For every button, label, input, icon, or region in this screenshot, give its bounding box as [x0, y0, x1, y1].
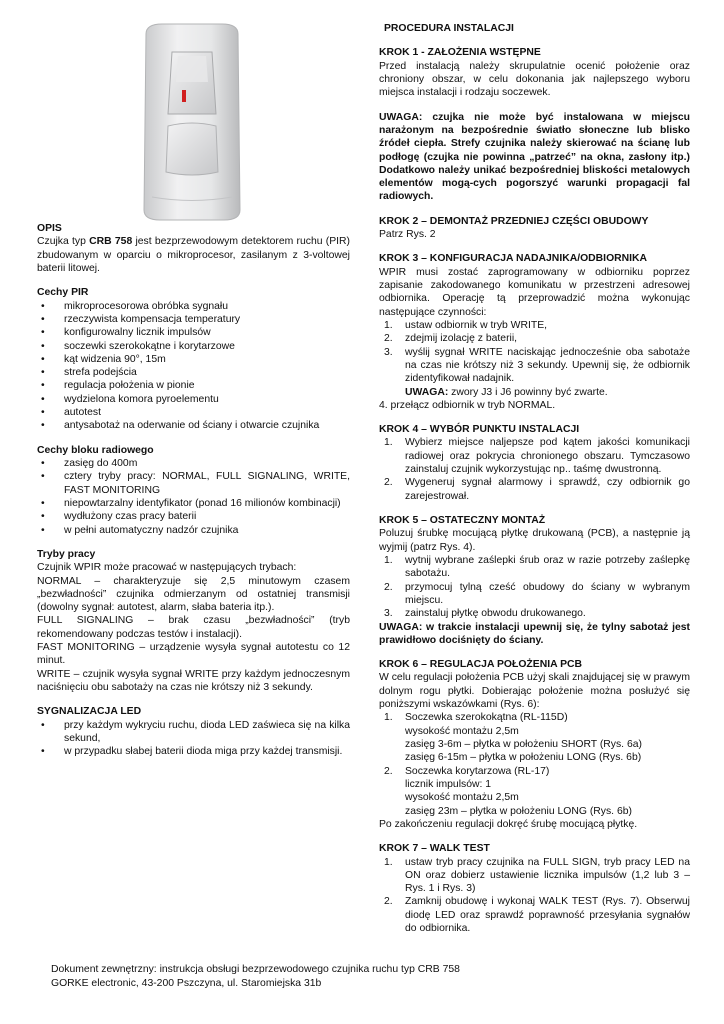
- step6-list: [379, 711, 690, 818]
- list-item: • w pełni automatyczny nadzór czujnika: [37, 524, 350, 537]
- sub-line: zasięg 23m – płytka w położeniu LONG (Rys. 6b): [405, 805, 632, 817]
- numbered-item: [379, 711, 690, 764]
- sub-line: wysokość montażu 2,5m: [405, 725, 519, 737]
- numbered-item: [379, 346, 690, 386]
- pir-feature-list: [37, 300, 350, 433]
- list-item: • soczewki szerokokątne i korytarzowe: [37, 340, 350, 353]
- step3-item4: 4. przełącz odbiornik w tryb NORMAL.: [379, 399, 556, 411]
- step1-text: Przed instalacją należy skrupulatnie ocenić położenie oraz chroniony obszar, w celu dokonania jak najlepszego wyboru miejsca instalacji i rodzaju soczewek.: [379, 60, 690, 99]
- list-item: • wydzielona komora pyroelementu: [37, 393, 350, 406]
- step3-title: KROK 3 – KONFIGURACJA NADAJNIKA/ODBIORNIKA: [379, 253, 648, 265]
- mode-line: Czujnik WPIR może pracować w następujących trybach:: [37, 562, 297, 574]
- list-item: • autotest: [37, 406, 350, 419]
- section-heading-opis: OPIS: [37, 223, 62, 234]
- step4-title: KROK 4 – WYBÓR PUNKTU INSTALACJI: [379, 424, 580, 436]
- section-heading-led: SYGNALIZACJA LED: [37, 706, 142, 718]
- item-text: Soczewka szerokokątna (RL-115D): [405, 712, 568, 724]
- left-column: [37, 222, 350, 759]
- item-text: zainstaluj płytkę obwodu drukowanego.: [405, 608, 586, 620]
- mode-line: FULL SIGNALING – brak czasu „bezwładności” (tryb rekomendowany podczas testów i instalacji).: [37, 615, 350, 640]
- item-number: 1.: [384, 437, 393, 449]
- step5-title: KROK 5 – OSTATECZNY MONTAŻ: [379, 515, 546, 526]
- item-number: 1.: [384, 319, 393, 331]
- step7-title: KROK 7 – WALK TEST: [379, 843, 490, 855]
- intro-paragraph: Czujka typ CRB 758 jest bezprzewodowym detektorem ruchu (PIR) zbudowanym w oparciu o mikroprocesor, zasilanym z 3-voltowej baterii litowej.: [37, 236, 350, 274]
- list-item: • antysabotaż na oderwanie od ściany i otwarcie czujnika: [37, 419, 350, 432]
- list-item: • niepowtarzalny identyfikator (ponad 16 milionów kombinacji): [37, 497, 350, 510]
- step6-text: W celu regulacji położenia PCB użyj skali znajdującej się w prawym dolnym rogu płytki. Dobierając położenie można posłużyć się poniższymi wskazówkami (Rys. 6):: [379, 672, 690, 711]
- mode-line: NORMAL – charakteryzuje się 2,5 minutowym czasem „bezwładności” czujnika odmierzanym od ostatniej transmisji (dowolny sygnał: autotest, alarm, słaba bateria itp.).: [37, 575, 350, 614]
- right-column: [379, 22, 690, 935]
- step3-text: WPIR musi zostać zaprogramowany w odbiorniku poprzez zapisanie zakodowanego komunikatu w przestrzeni adresowej odbiornika. Operację tą przeprowadzić można wykonując następujące czynności:: [379, 266, 690, 318]
- numbered-item: [379, 332, 690, 345]
- item-number: 2.: [384, 581, 393, 593]
- led-indicator: [182, 90, 186, 102]
- section-heading-cechy-radio: Cechy bloku radiowego: [37, 444, 154, 456]
- item-text: ustaw tryb pracy czujnika na FULL SIGN, tryb pracy LED na ON oraz dobierz ustawienie licznika impulsów (1,2 lub 3 – Rys. 1 i Rys. 3): [405, 856, 690, 895]
- item-number: 1.: [384, 856, 393, 868]
- section-heading-cechy-pir: Cechy PIR: [37, 287, 89, 299]
- mode-line: FAST MONITORING – urządzenie wysyła sygnał autotestu co 12 minut.: [37, 642, 350, 667]
- item-text: Wybierz miejsce naljepsze pod kątem jakości komunikacji radiowej oraz pokrycia chronionego obszaru. Tymczasowo zainstaluj czujnik wykorzystując np.. taśmę dwustronną.: [405, 437, 690, 476]
- item-number: 2.: [384, 333, 393, 345]
- numbered-item: [379, 476, 690, 503]
- step1-title: KROK 1 - ZAŁOŻENIA WSTĘPNE: [379, 47, 541, 59]
- item-number: 3.: [384, 608, 393, 620]
- numbered-item: [379, 765, 690, 818]
- item-text: zdejmij izolację z baterii,: [405, 333, 518, 345]
- numbered-item: [379, 856, 690, 896]
- numbered-item: [379, 554, 690, 581]
- led-list: [37, 719, 350, 759]
- list-item: • przy każdym wykryciu ruchu, dioda LED zaświeca się na kilka sekund,: [37, 719, 350, 746]
- mode-line: WRITE – czujnik wysyła sygnał WRITE przy każdym jednoczesnym naciśnięciu obu sabotaży na czas nie krótszy niż 3 sekundy.: [37, 668, 350, 693]
- item-text: przymocuj tylną cześć obudowy do ściany w wybranym miejscu.: [405, 581, 690, 606]
- item-text: ustaw odbiornik w tryb WRITE,: [405, 319, 548, 331]
- section-heading-tryby: Tryby pracy: [37, 548, 96, 560]
- step3-list: [379, 319, 690, 386]
- item-number: 2.: [384, 896, 393, 908]
- list-item: • regulacja położenia w pionie: [37, 379, 350, 392]
- sub-line: zasięg 6-15m – płytka w położeniu LONG (Rys. 6b): [405, 752, 642, 764]
- numbered-item: [379, 436, 690, 476]
- item-text: Zamknij obudowę i wykonaj WALK TEST (Rys. 7). Obserwuj diodę LED oraz sprawdź poprawność przesyłania sygnałów do odbiornika.: [405, 896, 690, 935]
- item-text: Wygeneruj sygnał alarmowy i sprawdź, czy odbiornik go zarejestrował.: [405, 477, 690, 502]
- footer-line-1: Dokument zewnętrzny: instrukcja obsługi bezprzewodowego czujnika ruchu typ CRB 758: [51, 964, 460, 975]
- sub-line: licznik impulsów: 1: [405, 778, 492, 790]
- numbered-item: [379, 607, 690, 620]
- step5-list: [379, 554, 690, 621]
- numbered-item: [379, 895, 690, 935]
- step6-end: Po zakończeniu regulacji dokręć śrubę mocującą płytkę.: [379, 818, 638, 830]
- item-number: 2.: [384, 477, 393, 489]
- step7-list: [379, 856, 690, 936]
- radio-feature-list: [37, 457, 350, 537]
- step4-list: [379, 436, 690, 503]
- item-number: 1.: [384, 554, 393, 566]
- item-text: Soczewka korytarzowa (RL-17): [405, 765, 550, 777]
- step2-title: KROK 2 – DEMONTAŻ PRZEDNIEJ CZĘŚCI OBUDOWY: [379, 215, 649, 227]
- list-item: • strefa podejścia: [37, 366, 350, 379]
- pir-detector-image: [132, 22, 252, 222]
- step6-title: KROK 6 – REGULACJA POŁOŻENIA PCB: [379, 659, 583, 671]
- step2-text: Patrz Rys. 2: [379, 229, 436, 241]
- numbered-item: [379, 319, 690, 332]
- footer: [51, 963, 691, 990]
- step1-warning: UWAGA: czujka nie może być instalowana w miejscu narażonym na bezpośrednie światło słoneczne lub blisko źródeł ciepła. Strefy czujnika należy skierować na ścianę lub podłogę (czujka nie powinna „patrzeć” na okna, zasłony itp.) Dodatkowo należy unikać bezpośredniej bliskości metalowych elementów mogą-cych pogorszyć warunki propagacji fal radiowych.: [379, 111, 690, 203]
- list-item: • konfigurowalny licznik impulsów: [37, 326, 350, 339]
- item-number: 3.: [384, 346, 393, 358]
- item-text: wyślij sygnał WRITE naciskając jednocześnie oba sabotaże na czas nie krótszy niż 3 sekundy. Upewnij się, że odbiornik zidentyfikował nadajnik.: [405, 346, 690, 385]
- step5-warning: UWAGA: w trakcie instalacji upewnij się, że tylny sabotaż jest prawidłowo dociśnięty do ściany.: [379, 621, 690, 646]
- list-item: • zasięg do 400m: [37, 457, 350, 470]
- list-item: • w przypadku słabej baterii dioda miga przy każdej transmisji.: [37, 745, 350, 758]
- numbered-item: [379, 581, 690, 608]
- sub-line: wysokość montażu 2,5m: [405, 792, 519, 804]
- list-item: • wydłużony czas pracy baterii: [37, 510, 350, 523]
- item-number: 2.: [384, 765, 393, 777]
- item-text: wytnij wybrane zaślepki śrub oraz w razie potrzeby zaślepkę sabotażu.: [405, 554, 690, 580]
- step5-text: Poluzuj śrubkę mocującą płytkę drukowaną (PCB), a następnie ją wyjmij (patrz Rys. 4).: [379, 528, 690, 553]
- list-item: • cztery tryby pracy: NORMAL, FULL SIGNALING, WRITE, FAST MONITORING: [37, 470, 350, 497]
- step3-note: UWAGA: zwory J3 i J6 powinny być zwarte.: [405, 386, 608, 398]
- list-item: • kąt widzenia 90°, 15m: [37, 353, 350, 366]
- sub-line: zasięg 3-6m – płytka w położeniu SHORT (Rys. 6a): [405, 739, 642, 750]
- procedure-title: PROCEDURA INSTALACJI: [384, 23, 514, 34]
- list-item: • rzeczywista kompensacja temperatury: [37, 313, 350, 326]
- list-item: • mikroprocesorowa obróbka sygnału: [37, 300, 350, 313]
- item-number: 1.: [384, 712, 393, 724]
- modes-text: [37, 561, 350, 694]
- footer-line-2: GORKE electronic, 43-200 Pszczyna, ul. Staromiejska 31b: [51, 977, 322, 989]
